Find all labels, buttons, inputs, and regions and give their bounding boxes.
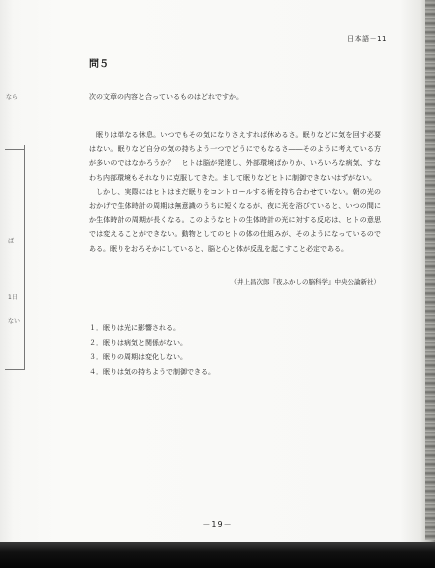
answer-option-1[interactable]: １．眠りは光に影響される。 (89, 324, 180, 332)
margin-note-4: ない (8, 318, 21, 325)
reading-passage (89, 128, 381, 256)
margin-note-3: 1日 (8, 294, 18, 301)
answer-options (89, 321, 215, 379)
scan-edge-shadow (0, 542, 435, 568)
margin-note-1: なら (6, 94, 19, 101)
margin-note-2: ば (8, 238, 15, 245)
page-number: －19－ (202, 520, 233, 529)
margin-rule-2 (5, 369, 25, 370)
answer-option-4[interactable]: ４．眠りは気の持ちようで制御できる。 (89, 367, 215, 376)
binding-shadow (425, 0, 435, 540)
passage-source: （井上昌次郎『夜ふかしの脳科学』中央公論新社） (230, 278, 380, 286)
margin-bracket (24, 145, 25, 370)
answer-option-3[interactable]: ３．眠りの周期は変化しない。 (89, 353, 187, 361)
question-instruction: 次の文章の内容と合っているものはどれですか。 (89, 93, 243, 101)
answer-option-2[interactable]: ２．眠りは病気と関係がない。 (89, 338, 187, 347)
passage-paragraph-1: 眠りは単なる休息。いつでもその気になりさえすれば休めるさ。眠りなどに気を回す必要はない。眠りなど自分の気の持ちよう一つでどうにでもなるさ――そのように考えている方が多いのではなかろうか？ ヒトは脳が発達し、外部環境ばかりか、いろいろな病気、すなわち内部環境もそれなりに克服してきた。まして眠りなどヒトに制御できないはずがない。 (89, 131, 381, 182)
margin-rule-1 (5, 149, 25, 150)
passage-paragraph-2: しかし、実際にはヒトはまだ眠りをコントロールする術を持ち合わせていない。朝の光のおかげで生体時計の周期は無意識のうちに短くなるが、夜に光を浴びていると、いつの間にか生体時計の周期が長くなる。このようなヒトの生体時計の光に対する反応は、ヒトの意思では変えることができない。動物としてのヒトの体の仕組みが、そのようになっているのである。眠りをおろそかにしていると、脳と心と体が反乱を起こすこと必定である。 (89, 187, 381, 253)
question-title: 問５ (89, 59, 109, 70)
header-code: 日本語－11 (347, 35, 387, 43)
